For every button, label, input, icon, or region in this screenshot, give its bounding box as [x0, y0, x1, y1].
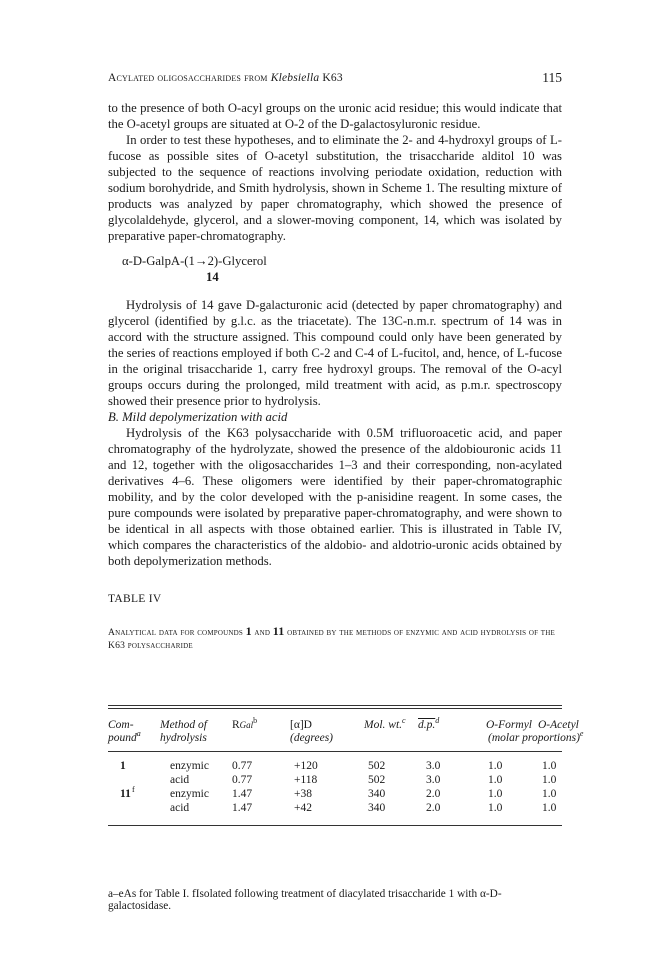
header-molwt-text: Mol. wt.: [364, 719, 403, 731]
paragraph-3: Hydrolysis of 14 gave D-galacturonic acid (detected by paper chromatography) and glycerol (identified by g.l.c. as the triacetate). The 13C-n.m.r. spectrum of 14 was in accord with the structure assigned. This compound could only have been generated by the series of reactions employed if both C-2 and C-4 of L-fucitol, and, hence, of L-fucose in the original trisaccharide 1, carry free hydroxyl groups. The removal of the O-acyl groups occurs during the prolonged, mild treatment with acid, as p.m.r. spectroscopy showed their presence prior to hydrolysis.: [108, 298, 562, 408]
running-header: [108, 72, 562, 84]
cell-molwt: 340: [368, 802, 386, 814]
table-bottom-rule: [108, 825, 562, 826]
header-compound: [108, 719, 141, 745]
header-molar-text: (molar proportions): [488, 732, 580, 744]
header-dp-sup: d: [435, 716, 440, 726]
cell-compound: 1: [120, 760, 126, 772]
header-method-1: Method of: [160, 719, 207, 731]
paragraph-2: In order to test these hypotheses, and to eliminate the 2- and 4-hydroxyl groups of L-fucose as possible sites of O-acetyl substitution, the trisaccharide alditol 10 was subjected to the sequence of reactions involving periodate oxidation, reduction with sodium borohydride, and Smith hydrolysis, shown in Scheme 1. The resulting mixture of products was analyzed by paper chromatography, which showed the presence of glycolaldehyde, glycerol, and a slower-moving component, 14, which was isolated by preparative paper-chromatography.: [108, 133, 562, 243]
header-compound-sup: a: [136, 729, 141, 739]
body-text: [108, 100, 562, 652]
cell-method: enzymic: [170, 760, 209, 772]
cell-compound: 11: [120, 788, 131, 800]
header-method: [160, 719, 207, 745]
cell-rgal: 0.77: [232, 774, 253, 786]
header-dp-text: d.p.: [418, 719, 436, 731]
paragraph-1: to the presence of both O-acyl groups on the uronic acid residue; this would indicate that the O-acetyl groups are situated at O-2 of the D-galactosyluronic residue.: [108, 101, 562, 131]
header-rgal-sub: Gal: [239, 720, 254, 730]
cell-oformyl: 1.0: [488, 774, 503, 786]
cell-molwt: 502: [368, 774, 386, 786]
formula-text: α-D-GalpA-(1→2)-Glycerol: [122, 254, 267, 268]
caption-compound-1: 1: [245, 624, 252, 638]
running-title: [108, 72, 343, 84]
header-oformyl: O-Formyl: [486, 719, 532, 731]
cell-method: acid: [170, 802, 190, 814]
cell-method: acid: [170, 774, 190, 786]
cell-oformyl: 1.0: [488, 788, 503, 800]
header-molwt: [364, 716, 406, 732]
section-heading: B. Mild depolymerization with acid: [108, 410, 288, 424]
header-molar: [488, 729, 584, 745]
cell-molwt: 502: [368, 760, 386, 772]
cell-alpha: +38: [294, 788, 312, 800]
cell-dp: 2.0: [426, 788, 441, 800]
header-dp: [418, 716, 440, 732]
cell-rgal: 0.77: [232, 760, 253, 772]
caption-part-c: and: [254, 627, 271, 638]
running-title-strain: K63: [322, 72, 343, 84]
running-title-genus: Klebsiella: [270, 72, 320, 84]
cell-alpha: +42: [294, 802, 312, 814]
table-label: TABLE IV: [108, 593, 162, 605]
cell-oformyl: 1.0: [488, 802, 503, 814]
cell-rgal: 1.47: [232, 802, 253, 814]
header-alpha: [290, 719, 333, 745]
caption-compound-11: 11: [272, 624, 285, 638]
formula-14: [108, 253, 562, 285]
header-rgal-sup: b: [253, 716, 258, 726]
cell-alpha: +118: [294, 774, 318, 786]
header-alpha-2: (degrees): [290, 732, 333, 744]
header-compound-1: Com-: [108, 719, 134, 731]
table-header-rule: [108, 751, 562, 752]
cell-alpha: +120: [294, 760, 318, 772]
running-title-text: Acylated oligosaccharides from: [108, 72, 268, 84]
cell-oacetyl: 1.0: [542, 802, 557, 814]
cell-oacetyl: 1.0: [542, 760, 557, 772]
header-molwt-sup: c: [402, 716, 406, 726]
page-number: 115: [542, 70, 562, 85]
header-compound-2: pound: [108, 732, 137, 744]
cell-dp: 3.0: [426, 774, 441, 786]
cell-method: enzymic: [170, 788, 209, 800]
formula-number: 14: [206, 270, 219, 284]
table-footnote: a–eAs for Table I. fIsolated following treatment of diacylated trisaccharide 1 with α-D-galactosidase.: [108, 888, 502, 912]
cell-dp: 3.0: [426, 760, 441, 772]
cell-oacetyl: 1.0: [542, 774, 557, 786]
table-top-rule-2: [108, 708, 562, 709]
caption-part-e: obtained by the methods of enzymic and acid hydrolysis of the K63 polysaccharide: [108, 627, 555, 651]
header-rgal-r: R: [232, 719, 240, 731]
header-molar-sup: e: [579, 729, 584, 739]
cell-oformyl: 1.0: [488, 760, 503, 772]
header-alpha-1: [α]D: [290, 719, 312, 731]
cell-molwt: 340: [368, 788, 386, 800]
cell-dp: 2.0: [426, 802, 441, 814]
cell-rgal: 1.47: [232, 788, 253, 800]
cell-oacetyl: 1.0: [542, 788, 557, 800]
paragraph-4: Hydrolysis of the K63 polysaccharide with 0.5M trifluoroacetic acid, and paper chromatography of the hydrolyzate, showed the presence of the aldobiouronic acids 11 and 12, together with the oligosaccharides 1–3 and their corresponding, non-acylated derivatives 4–6. These oligomers were identified by their paper-chromatographic mobility, and by the color developed with the p-anisidine reagent. In some cases, the pure compounds were isolated by preparative paper-chromatography, and were shown to be identical in all aspects with those obtained earlier. This is illustrated in Table IV, which compares the characteristics of the aldobio- and aldotrio-uronic acids obtained by both depolymerization methods.: [108, 426, 562, 568]
header-rgal: [232, 716, 258, 732]
header-oacetyl: O-Acetyl: [538, 719, 579, 731]
header-method-2: hydrolysis: [160, 732, 207, 744]
table-top-rule: [108, 705, 562, 706]
table-caption: [108, 625, 562, 652]
caption-part-a: Analytical data for compounds: [108, 627, 243, 638]
